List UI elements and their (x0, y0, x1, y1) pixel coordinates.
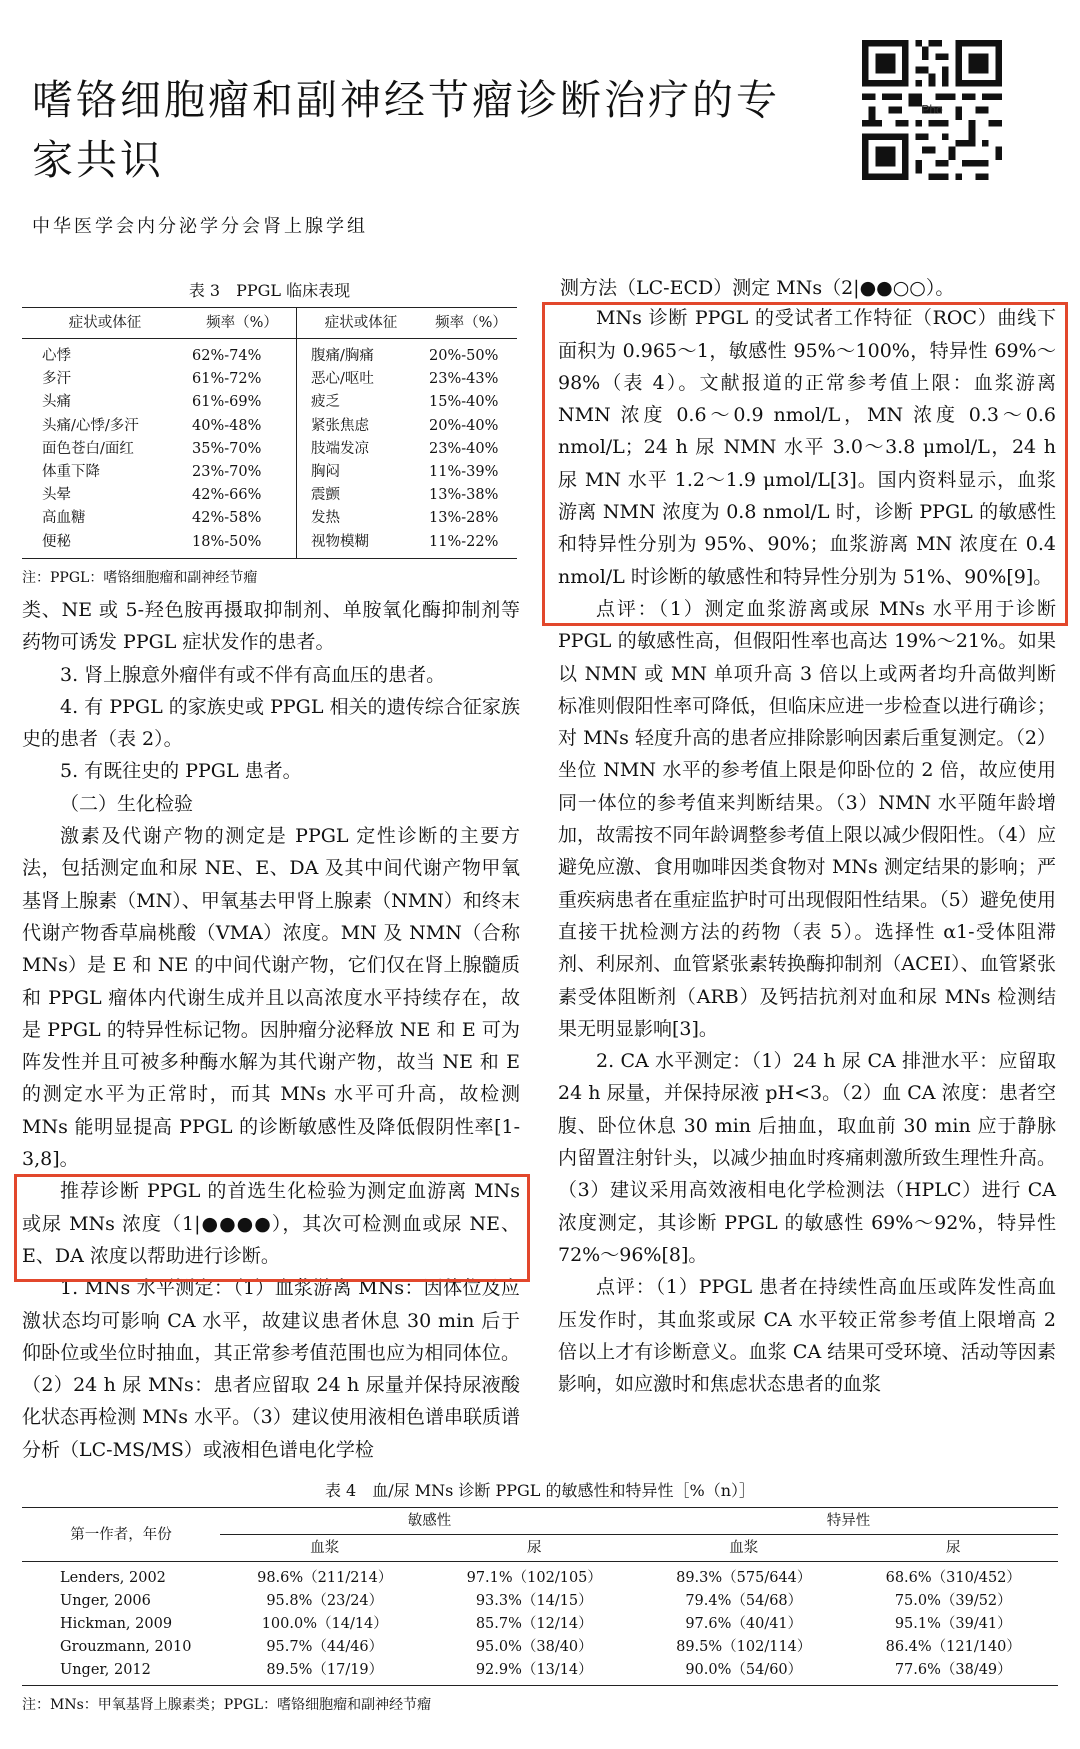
table-cell: 高血糖 (42, 510, 86, 527)
paragraph: 类、NE 或 5-羟色胺再摄取抑制剂、单胺氧化酶抑制剂等药物可诱发 PPGL 症状发作的患者。 (22, 599, 520, 654)
table-cell: 79.4%（54/68） (685, 1593, 803, 1609)
table-cell: Unger, 2012 (22, 1659, 220, 1686)
table-4-caption: 表 4 血/尿 MNs 诊断 PPGL 的敏感性和特异性［%（n）］ (324, 1481, 756, 1500)
table-cell: 61%-72% (192, 371, 262, 388)
table-cell: 62%-74% (192, 348, 262, 365)
table-header: 血浆 (220, 1535, 430, 1562)
table-row (22, 484, 517, 507)
table-cell: 89.5%（102/114） (676, 1639, 812, 1655)
highlight-box (14, 1174, 530, 1282)
table-cell: 97.1%（102/105） (466, 1570, 602, 1586)
table-cell: 肢端发凉 (297, 438, 426, 461)
table-cell: 13%-38% (429, 487, 499, 504)
table-cell: 89.3%（575/644） (676, 1570, 812, 1586)
table-cell: Hickman, 2009 (60, 1616, 173, 1632)
table-cell: 头痛 (42, 394, 71, 411)
table-cell: 心悸 (42, 348, 71, 365)
table-cell: 61%-69% (192, 394, 262, 411)
table-cell: 腹痛/胸痛 (297, 339, 426, 369)
table-cell: 97.6%（40/41） (685, 1616, 803, 1632)
table-header: 尿 (849, 1535, 1059, 1562)
paragraph: 5. 有既往史的 PPGL 患者。 (60, 760, 302, 783)
qr-code[interactable] (862, 40, 1002, 180)
table-cell: 体重下降 (42, 464, 100, 481)
table-cell: 疲乏 (297, 391, 426, 414)
table-4-grid (22, 1507, 1058, 1686)
table-cell: Unger, 2006 (60, 1593, 151, 1609)
highlight-box (542, 302, 1068, 626)
table-cell: 发热 (297, 507, 426, 530)
table-cell: 20%-50% (429, 348, 499, 365)
table-cell: 便秘 (22, 531, 188, 559)
table-header: 血浆 (639, 1535, 849, 1562)
left-column-text (22, 594, 520, 1466)
table-cell: 98.6%（211/214） (257, 1570, 393, 1586)
recommendation-paragraph: MNs 诊断 PPGL 的受试者工作特征（ROC）曲线下面积为 0.965～1，敏感性 95%～100%，特异性 69%～98%（表 4）。文献报道的正常参考值上限：血浆游离 NMN 浓度 0.6～0.9 nmol/L，MN 浓度 0.3～0.6 nmol/L；24 h 尿 NMN 水平 3.0～3.8 μmol/L，24 h 尿 MN 水平 1.2～1.9 μmol/L[3]。国内资料显示，血浆游离 NMN 浓度为 0.8 nmol/L 时，诊断 PPGL 的敏感性和特异性分别为 95%、90%；血浆游离 MN 浓度在 0.4 nmol/L 时诊断的敏感性和特异性分别为 51%、90%[9]。 (558, 307, 1056, 588)
table-4 (22, 1478, 1058, 1714)
table-cell: 40%-48% (192, 417, 262, 434)
section-heading: （二）生化检验 (60, 792, 194, 815)
paragraph: 3. 肾上腺意外瘤伴有或不伴有高血压的患者。 (60, 663, 446, 686)
table-3-body (22, 339, 517, 559)
table-4-note: 注：MNs：甲氧基肾上腺素类；PPGL：嗜铬细胞瘤和副神经节瘤 (22, 1697, 432, 1713)
table-3-note: 注：PPGL：嗜铬细胞瘤和副神经节瘤 (22, 569, 258, 586)
table-cell: 11%-39% (429, 464, 499, 481)
table-row (22, 368, 517, 391)
table-cell: 90.0%（54/60） (639, 1659, 849, 1686)
table-cell: 紧张焦虑 (297, 415, 426, 438)
table-row (22, 1659, 1058, 1686)
table-cell: 多汗 (42, 371, 71, 388)
table-cell: 23%-70% (192, 464, 262, 481)
table-group-header: 敏感性 (220, 1508, 639, 1535)
table-row (22, 339, 517, 369)
table-cell: Lenders, 2002 (60, 1570, 166, 1586)
paragraph: 激素及代谢产物的测定是 PPGL 定性诊断的主要方法，包括测定血和尿 NE、E、DA 及其中间代谢产物甲氧基肾上腺素（MN）、甲氧基去甲肾上腺素（NMN）和终末代谢产物香草扁桃酸（VMA）浓度。MN 及 NMN（合称 MNs）是 E 和 NE 的中间代谢产物，它们仅在肾上腺髓质和 PPGL 瘤体内代谢生成并且以高浓度水平持续存在，故是 PPGL 的特异性标记物。因肿瘤分泌释放 NE 和 E 可为阵发性并且可被多种酶水解为其代谢产物，故当 NE 和 E 的测定水平为正常时，而其 MNs 水平可升高，故检测 MNs 能明显提高 PPGL 的诊断敏感性及降低假阴性率[1-3,8]。 (22, 825, 520, 1171)
table-row (22, 461, 517, 484)
table-row (22, 1590, 1058, 1613)
table-row (22, 507, 517, 530)
table-cell: 95.0%（38/40） (475, 1639, 593, 1655)
table-cell: 18%-50% (188, 531, 297, 559)
table-row (22, 438, 517, 461)
table-cell: 35%-70% (192, 440, 262, 457)
article-title: 嗜铬细胞瘤和副神经节瘤诊断治疗的专家共识 (32, 76, 780, 184)
table-header: 第一作者，年份 (22, 1508, 220, 1562)
table-cell: 面色苍白/面红 (42, 440, 134, 457)
table-cell: 92.9%（13/14） (430, 1659, 640, 1686)
table-cell: 13%-28% (429, 510, 499, 527)
table-cell: 恶心/呕吐 (297, 368, 426, 391)
table-cell: Grouzmann, 2010 (60, 1639, 192, 1655)
paragraph: 点评：（1）PPGL 患者在持续性高血压或阵发性高血压发作时，其血浆或尿 CA 水平较正常参考值上限增高 2 倍以上才有诊断意义。血浆 CA 结果可受环境、活动等因素影响，如应激时和焦虑状态患者的血浆 (558, 1276, 1056, 1396)
table-cell: 95.1%（39/41） (894, 1616, 1012, 1632)
author-line: 中华医学会内分泌学分会肾上腺学组 (32, 216, 368, 237)
table-cell: 93.3%（14/15） (475, 1593, 593, 1609)
table-group-header: 特异性 (639, 1508, 1058, 1535)
table-header: 频率（%） (188, 308, 297, 339)
paragraph: 2. CA 水平测定：（1）24 h 尿 CA 排泄水平：应留取 24 h 尿量，并保持尿液 pH<3。（2）血 CA 浓度：患者空腹、卧位休息 30 min 后抽血，取血前 30 min 应于静脉内留置注射针头，以减少抽血时疼痛刺激所致生理性升高。（3）建议采用高效液相电化学检测法（HPLC）进行 CA 浓度测定，其诊断 PPGL 的敏感性 69%～92%，特异性 72%～96%[8]。 (558, 1050, 1056, 1266)
paragraph: 1. MNs 水平测定：（1）血浆游离 MNs：因体位及应激状态均可影响 CA 水平，故建议患者休息 30 min 后于仰卧位或坐位时抽血，其正常参考值范围也应为相同体位。（2）24 h 尿 MNs：患者应留取 24 h 尿量并保持尿液酸化状态再检测 MNs 水平。（3）建议使用液相色谱串联质谱分析（LC-MS/MS）或液相色谱电化学检 (22, 1277, 520, 1461)
table-cell: 20%-40% (429, 417, 499, 434)
table-row (22, 1613, 1058, 1636)
table-cell: 75.0%（39/52） (894, 1593, 1012, 1609)
table-header: 症状或体征 (297, 308, 426, 339)
table-cell: 68.6%（310/452） (885, 1570, 1021, 1586)
table-row (22, 531, 517, 559)
table-cell: 23%-40% (429, 440, 499, 457)
table-cell: 胸闷 (297, 461, 426, 484)
qr-logo-label: Pho (921, 102, 943, 117)
table-cell: 95.7%（44/46） (266, 1639, 384, 1655)
table-header: 症状或体征 (22, 308, 188, 339)
right-column-top-line: 测方法（LC-ECD）测定 MNs（2|●●○○）。 (560, 277, 955, 299)
table-4-body (22, 1562, 1058, 1686)
table-cell: 95.8%（23/24） (266, 1593, 384, 1609)
table-cell: 77.6%（38/49） (849, 1659, 1059, 1686)
table-cell: 头痛/心悸/多汗 (42, 417, 139, 434)
table-3-grid (22, 307, 517, 559)
recommendation-paragraph: 推荐诊断 PPGL 的首选生化检验为测定血游离 MNs 或尿 MNs 浓度（1|●●●●），其次可检测血或尿 NE、E、DA 浓度以帮助进行诊断。 (22, 1180, 520, 1267)
table-cell: 42%-58% (192, 510, 262, 527)
table-cell: 85.7%（12/14） (475, 1616, 593, 1632)
table-cell: 头晕 (42, 487, 71, 504)
table-cell: 15%-40% (429, 394, 499, 411)
table-cell: 视物模糊 (297, 531, 426, 559)
table-3-caption: 表 3 PPGL 临床表现 (188, 281, 351, 300)
table-row (22, 391, 517, 414)
table-cell: 23%-43% (429, 371, 499, 388)
table-cell: 86.4%（121/140） (885, 1639, 1021, 1655)
table-row (22, 1562, 1058, 1591)
table-cell: 11%-22% (425, 531, 517, 559)
table-header: 尿 (430, 1535, 640, 1562)
table-row (22, 1636, 1058, 1659)
table-3 (22, 278, 517, 587)
table-cell: 震颤 (297, 484, 426, 507)
paragraph: 4. 有 PPGL 的家族史或 PPGL 相关的遗传综合征家族史的患者（表 2）。 (22, 695, 520, 751)
table-header: 频率（%） (425, 308, 517, 339)
table-cell: 100.0%（14/14） (261, 1616, 388, 1632)
table-cell: 42%-66% (192, 487, 262, 504)
table-cell: 89.5%（17/19） (220, 1659, 430, 1686)
table-row (22, 415, 517, 438)
paragraph: 点评：（1）测定血浆游离或尿 MNs 水平用于诊断 PPGL 的敏感性高，但假阳性率也高达 19%～21%。如果以 NMN 或 MN 单项升高 3 倍以上或两者均升高做判断标准则假阳性率可降低，但临床应进一步检查以进行确诊；对 MNs 轻度升高的患者应排除影响因素后重复测定。（2）坐位 NMN 水平的参考值上限是仰卧位的 2 倍，故应使用同一体位的参考值来判断结果。（3）NMN 水平随年龄增加，故需按不同年龄调整参考值上限以减少假阳性。（4）应避免应激、食用咖啡因类食物对 MNs 测定结果的影响；严重疾病患者在重症监护时可出现假阳性结果。（5）避免使用直接干扰检测方法的药物（表 5）。选择性 α1-受体阻滞剂、利尿剂、血管紧张素转换酶抑制剂（ACEI）、血管紧张素受体阻断剂（ARB）及钙拮抗剂对血和尿 MNs 检测结果无明显影响[3]。 (558, 597, 1056, 1040)
